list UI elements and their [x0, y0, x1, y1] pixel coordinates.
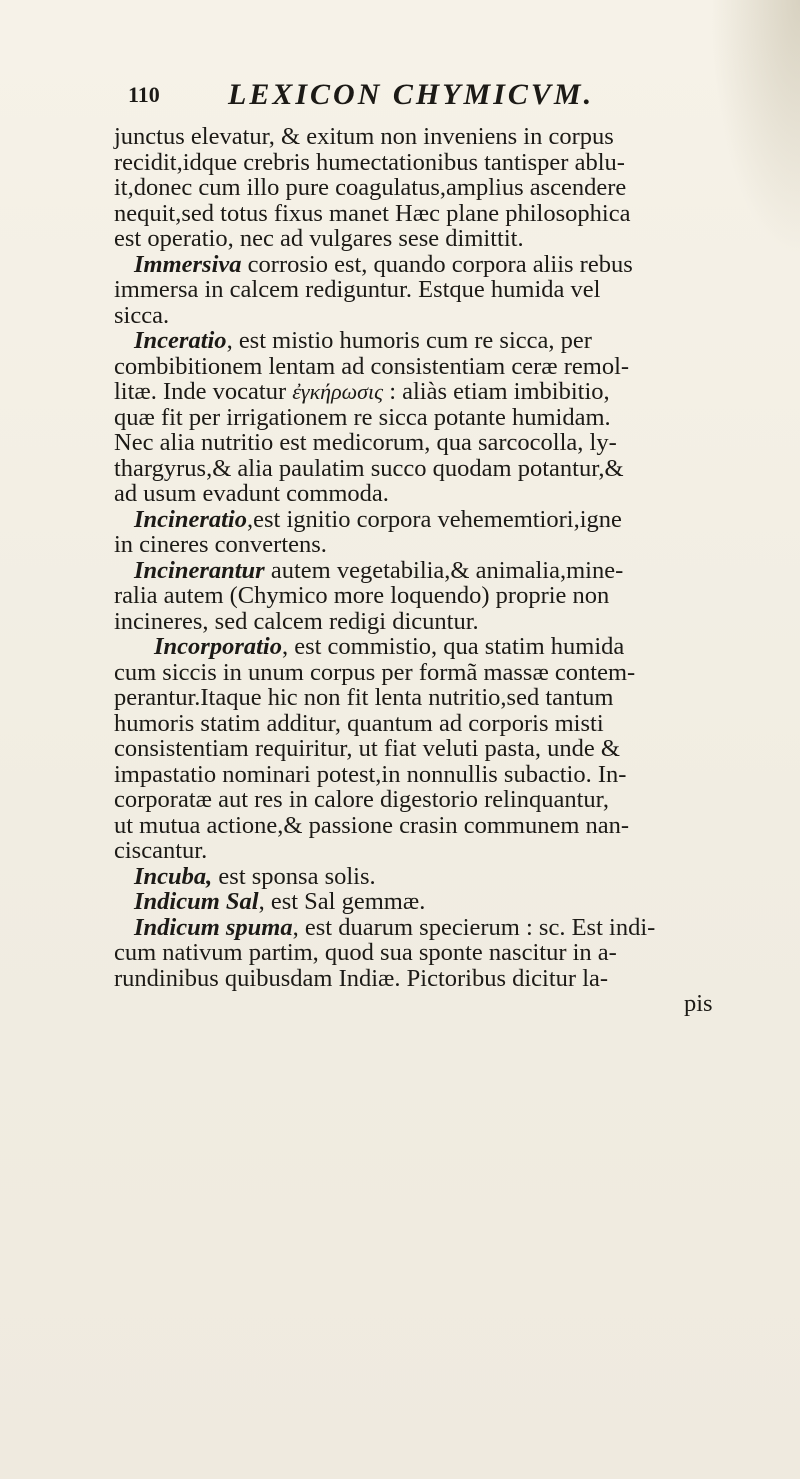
headword: Incorporatio: [154, 633, 282, 660]
headword: Indicum Sal: [134, 888, 259, 915]
text-segment: , est duarum specierum : sc. Est indi-: [292, 913, 656, 941]
text-segment: humoris statim additur, quantum ad corporis misti: [114, 709, 604, 737]
text-line: [114, 685, 734, 711]
text-segment: litæ. Inde vocatur: [114, 378, 293, 405]
text-line: [114, 481, 734, 507]
text-segment: immersa in calcem rediguntur. Estque humida vel: [114, 276, 601, 303]
text-line: [114, 915, 734, 941]
text-line: [114, 175, 734, 201]
text-line: [114, 889, 734, 915]
text-line: [114, 354, 734, 380]
text-line: [114, 864, 734, 890]
text-segment: sicca.: [114, 301, 170, 329]
text-segment: ad usum evadunt commoda.: [114, 480, 389, 507]
catchword: [114, 991, 734, 1017]
text-segment: , est mistio humoris cum re sicca, per: [226, 327, 592, 354]
text-segment: consistentiam requiritur, ut fiat veluti pasta, unde &: [114, 735, 620, 762]
text-line: [114, 303, 734, 329]
text-segment: Nec alia nutritio est medicorum, qua sarcocolla, ly-: [114, 429, 617, 456]
text-segment: corrosio est, quando corpora aliis rebus: [241, 250, 633, 278]
text-segment: autem vegetabilia,& animalia,mine-: [264, 556, 624, 584]
text-segment: ciscantur.: [114, 837, 208, 864]
text-line: [114, 940, 734, 966]
text-line: [114, 762, 734, 788]
text-line: [114, 328, 734, 354]
text-segment: pis: [684, 990, 713, 1017]
headword: Incineratio: [134, 505, 247, 533]
page-header: [128, 78, 688, 118]
text-line: [114, 634, 734, 660]
text-segment: : aliàs etiam imbibitio,: [383, 378, 610, 405]
text-segment: quæ fit per irrigationem re sicca potante humidam.: [114, 403, 611, 431]
running-title: LEXICON CHYMICVM.: [228, 78, 595, 111]
text-segment: ut mutua actione,& passione crasin communem nan-: [114, 811, 630, 839]
text-segment: est operatio, nec ad vulgares sese dimittit.: [114, 225, 524, 252]
text-segment: it,donec cum illo pure coagulatus,amplius ascendere: [114, 174, 627, 201]
text-segment: ralia autem (Chymico more loquendo) proprie non: [114, 582, 610, 609]
text-segment: est sponsa solis.: [212, 862, 376, 890]
body-text: [114, 124, 734, 1017]
text-line: [114, 787, 734, 813]
headword: Immersiva: [134, 250, 242, 278]
text-line: [114, 558, 734, 584]
text-segment: cum siccis in unum corpus per formã massæ contem-: [114, 658, 636, 686]
text-line: [114, 609, 734, 635]
text-segment: perantur.Itaque hic non fit lenta nutritio,sed tantum: [114, 684, 614, 711]
text-line: [114, 736, 734, 762]
page-number: 110: [128, 82, 160, 107]
text-segment: ,est ignitio corpora vehememtiori,igne: [247, 505, 622, 533]
text-line: [114, 430, 734, 456]
text-line: [114, 507, 734, 533]
text-segment: recidit,idque crebris humectationibus tantisper ablu-: [114, 148, 625, 176]
text-line: [114, 660, 734, 686]
text-segment: , est Sal gemmæ.: [258, 888, 426, 915]
headword: Incuba,: [134, 862, 213, 890]
text-line: [114, 150, 734, 176]
text-segment: cum nativum partim, quod sua sponte nascitur in a-: [114, 939, 617, 966]
greek-term: ἐγκήρωσις: [292, 379, 384, 404]
text-segment: junctus elevatur, & exitum non inveniens in corpus: [114, 123, 614, 150]
text-segment: corporatæ aut res in calore digestorio relinquantur,: [114, 786, 609, 813]
text-line: [114, 966, 734, 992]
text-line: [114, 379, 734, 405]
headword: Incinerantur: [134, 556, 265, 584]
text-segment: combibitionem lentam ad consistentiam ceræ remol-: [114, 352, 630, 380]
text-line: [114, 405, 734, 431]
text-segment: rundinibus quibusdam Indiæ. Pictoribus dicitur la-: [114, 964, 609, 992]
text-line: [114, 711, 734, 737]
text-line: [114, 226, 734, 252]
text-line: [114, 456, 734, 482]
text-segment: thargyrus,& alia paulatim succo quodam potantur,&: [114, 454, 624, 482]
headword: Indicum spuma: [134, 913, 293, 941]
text-line: [114, 277, 734, 303]
text-line: [114, 252, 734, 278]
text-line: [114, 813, 734, 839]
text-segment: nequit,sed totus fixus manet Hæc plane philosophica: [114, 199, 631, 227]
text-segment: , est commistio, qua statim humida: [281, 633, 625, 660]
text-line: [114, 532, 734, 558]
text-line: [114, 201, 734, 227]
text-line: [114, 124, 734, 150]
text-line: [114, 583, 734, 609]
text-segment: impastatio nominari potest,in nonnullis subactio. In-: [114, 760, 627, 788]
text-line: [114, 838, 734, 864]
text-segment: in cineres convertens.: [114, 531, 327, 558]
headword: Inceratio: [134, 327, 227, 354]
text-segment: incineres, sed calcem redigi dicuntur.: [114, 607, 479, 635]
